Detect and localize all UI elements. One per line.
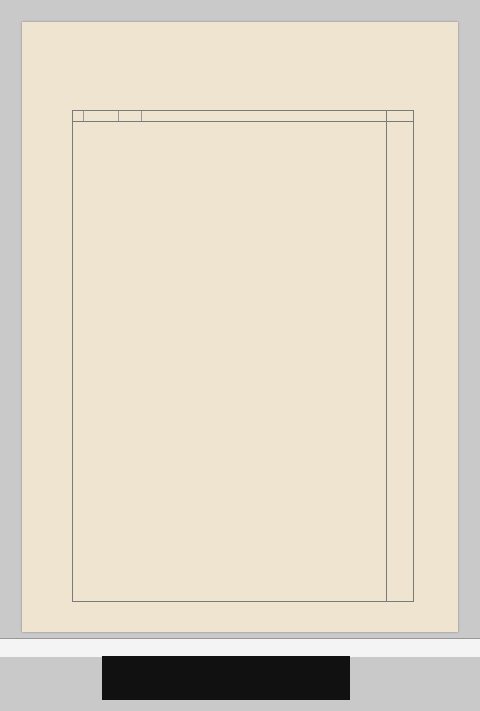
table-header — [73, 111, 413, 122]
ruler — [0, 638, 480, 657]
col-topic — [142, 111, 413, 121]
topics-table — [72, 110, 414, 602]
margin-notes — [386, 111, 413, 601]
col-no — [73, 111, 84, 121]
col-date — [84, 111, 119, 121]
color-calibration-card — [102, 656, 350, 700]
col-speaker — [119, 111, 142, 121]
